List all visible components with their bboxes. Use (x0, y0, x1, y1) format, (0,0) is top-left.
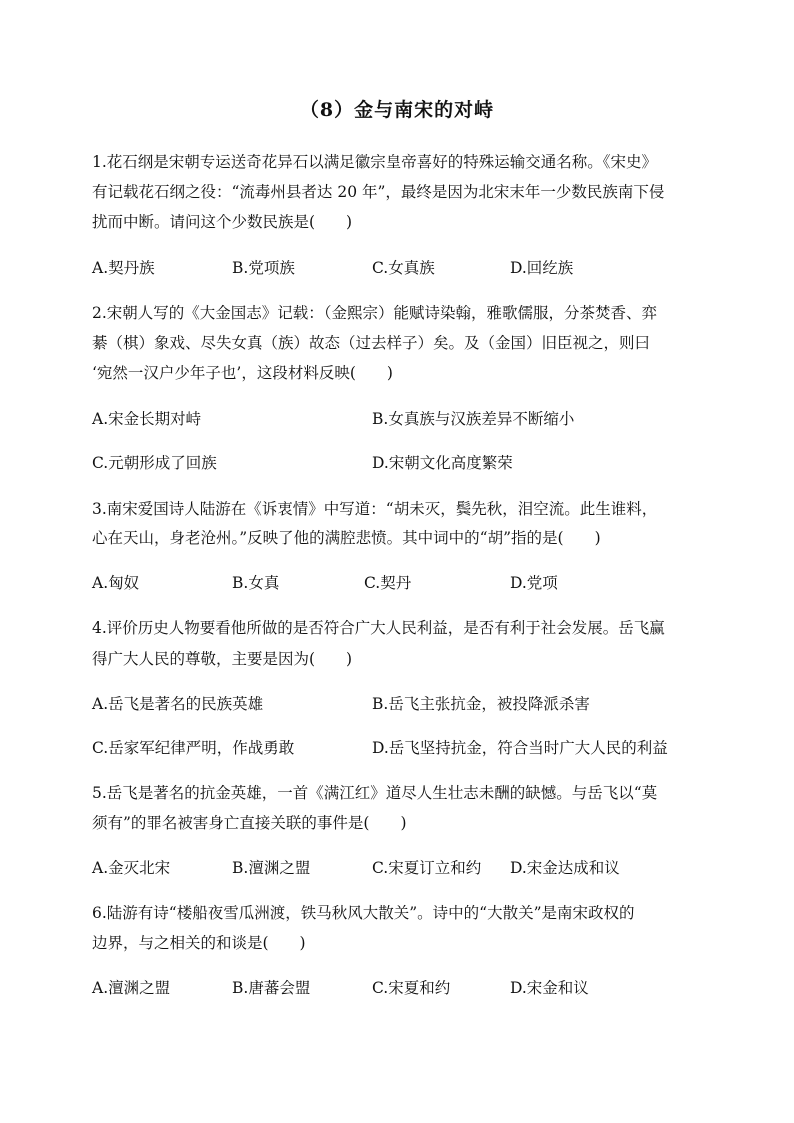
option-d: D.党项 (510, 574, 558, 592)
option-d: D.岳飞坚持抗金，符合当时广大人民的利益 (372, 739, 668, 757)
question-text-line: ‘宛然一汉户少年子也’，这段材料反映( ) (92, 364, 393, 382)
option-d: D.宋朝文化高度繁荣 (372, 454, 513, 472)
question-text-line: 6.陆游有诗“楼船夜雪瓜洲渡，铁马秋风大散关”。诗中的“大散关”是南宋政权的 (92, 904, 635, 922)
option-d: D.宋金和议 (510, 979, 589, 997)
option-a: A.匈奴 (92, 574, 140, 592)
question-text-line: 2.宋朝人写的《大金国志》记载：（金熙宗）能赋诗染翰，雅歌儒服，分茶焚香、弈 (92, 304, 658, 322)
option-d: D.宋金达成和议 (510, 859, 620, 877)
option-a: A.岳飞是著名的民族英雄 (92, 695, 264, 713)
option-c: C.女真族 (372, 259, 435, 277)
option-b: B.党项族 (232, 259, 295, 277)
option-b: B.女真族与汉族差异不断缩小 (372, 410, 575, 428)
question-text-line: 4.评价历史人物要看他所做的是否符合广大人民利益，是否有利于社会发展。岳飞赢 (92, 619, 665, 637)
question-text-line: 边界，与之相关的和谈是( ) (92, 934, 306, 952)
option-c: C.岳家军纪律严明，作战勇敢 (92, 739, 295, 757)
option-c: C.元朝形成了回族 (92, 454, 217, 472)
question-text-line: 得广大人民的尊敬，主要是因为( ) (92, 650, 353, 668)
option-a: A.金灭北宋 (92, 859, 171, 877)
option-a: A.澶渊之盟 (92, 979, 171, 997)
option-a: A.契丹族 (92, 259, 155, 277)
question-text-line: 5.岳飞是著名的抗金英雄，一首《满江红》道尽人生壮志未酬的缺憾。与岳飞以“莫 (92, 784, 658, 802)
option-b: B.岳飞主张抗金，被投降派杀害 (372, 695, 590, 713)
option-c: C.契丹 (364, 574, 412, 592)
option-b: B.唐蕃会盟 (232, 979, 311, 997)
question-text-line: 心在天山，身老沧州。”反映了他的满腔悲愤。其中词中的“胡”指的是( ) (92, 529, 601, 547)
question-text-line: 有记载花石纲之役：“流毒州县者达 20 年”，最终是因为北宋末年一少数民族南下侵 (92, 183, 665, 201)
question-text-line: 扰而中断。请问这个少数民族是( ) (92, 213, 353, 231)
page-title: （8）金与南宋的对峙 (299, 99, 495, 121)
question-text-line: 1.花石纲是宋朝专运送奇花异石以满足徽宗皇帝喜好的特殊运输交通名称。《宋史》 (92, 153, 658, 171)
option-c: C.宋夏和约 (372, 979, 451, 997)
question-text-line: 须有”的罪名被害身亡直接关联的事件是( ) (92, 814, 407, 832)
option-b: B.澶渊之盟 (232, 859, 311, 877)
option-a: A.宋金长期对峙 (92, 410, 202, 428)
question-text-line: 綦（棋）象戏、尽失女真（族）故态（过去样子）矣。及（金国）旧臣视之，则曰 (92, 334, 651, 352)
option-d: D.回纥族 (510, 259, 574, 277)
question-text-line: 3.南宋爱国诗人陆游在《诉衷情》中写道：“胡未灭，鬓先秋，泪空流。此生谁料， (92, 500, 658, 518)
option-c: C.宋夏订立和约 (372, 859, 482, 877)
option-b: B.女真 (232, 574, 280, 592)
